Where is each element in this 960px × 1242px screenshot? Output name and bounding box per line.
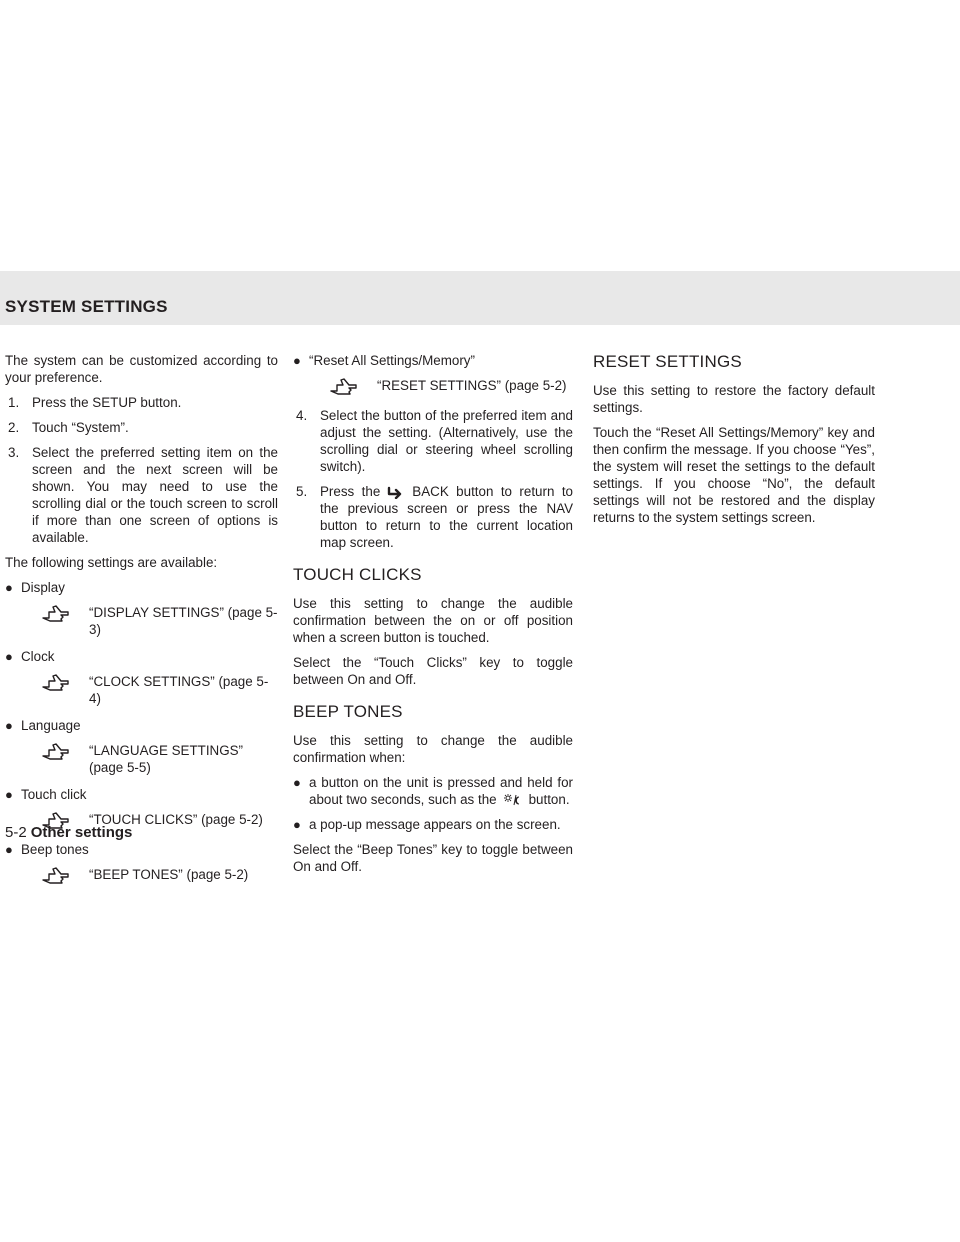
beep-tones-text: Use this setting to change the audible confirmation when:	[293, 733, 573, 765]
item-label: Clock	[21, 649, 55, 664]
list-item	[293, 816, 573, 833]
list-item	[5, 717, 278, 734]
reference-hand-icon	[41, 604, 71, 624]
step-text: Select the preferred setting item on the screen and the next screen will be shown. You may need to use the scrolling dial or the touch screen to scroll if more than one screen of options is available.	[32, 445, 278, 545]
available-text: The following settings are available:	[5, 555, 218, 570]
item-label: Language	[21, 718, 81, 733]
reset-settings-detail: Touch the “Reset All Settings/Memory” key and then confirm the message. If you choose “Yes”, the system will reset the settings to the default settings. If you choose “No”, the default settings will not be restored and the display returns to the system settings screen.	[593, 425, 875, 525]
step-number: 5.	[296, 484, 308, 499]
step-number: 4.	[296, 408, 308, 423]
bullet-text: a pop-up message appears on the screen.	[309, 817, 561, 832]
step-number: 3.	[8, 445, 20, 460]
bullet-text-before: a button on the unit is pressed and held for about two seconds, such as the	[309, 775, 573, 807]
column-1	[5, 352, 278, 896]
touch-clicks-text: Use this setting to change the audible confirmation between the on or off position when a screen button is touched.	[293, 596, 573, 645]
heading-touch-clicks: TOUCH CLICKS	[293, 565, 422, 584]
step-1	[5, 394, 278, 411]
reference-text: “LANGUAGE SETTINGS” (page 5-5)	[89, 743, 244, 775]
reference	[293, 377, 573, 397]
step-text: Press the SETUP button.	[32, 395, 182, 410]
reference-text: “TOUCH CLICKS” (page 5-2)	[89, 812, 263, 827]
item-label: Beep tones	[21, 842, 89, 857]
page-footer	[5, 824, 132, 841]
page-number: 5-2	[5, 824, 27, 841]
item-label: “Reset All Settings/Memory”	[309, 353, 475, 368]
list-item	[293, 352, 573, 369]
reference	[5, 742, 278, 776]
back-arrow-icon	[386, 485, 406, 499]
reference-hand-icon	[41, 673, 71, 693]
step-text: Touch “System”.	[32, 420, 129, 435]
bullet-icon: ●	[5, 580, 13, 595]
heading-beep-tones: BEEP TONES	[293, 702, 403, 721]
list-item	[5, 786, 278, 803]
bullet-icon: ●	[5, 649, 13, 664]
bullet-text-after: button.	[528, 792, 570, 807]
reference	[5, 604, 278, 638]
step-text-before: Press the	[320, 484, 381, 499]
list-item	[293, 774, 573, 808]
list-item	[5, 648, 278, 665]
reference-hand-icon	[329, 377, 359, 397]
heading-reset-settings: RESET SETTINGS	[593, 352, 742, 371]
bullet-icon: ●	[5, 787, 13, 802]
reference	[5, 673, 278, 707]
reference	[5, 866, 278, 886]
bullet-icon: ●	[293, 775, 301, 790]
step-5	[293, 483, 573, 551]
item-label: Touch click	[21, 787, 87, 802]
step-number: 2.	[8, 420, 20, 435]
bullet-icon: ●	[5, 718, 13, 733]
step-3	[5, 444, 278, 546]
bullet-icon: ●	[293, 353, 301, 368]
item-label: Display	[21, 580, 65, 595]
step-text: Select the button of the preferred item and adjust the setting. (Alternatively, use the scrolling dial or steering wheel scrolling switch).	[320, 408, 573, 474]
day-night-icon	[503, 793, 523, 807]
reference-hand-icon	[41, 742, 71, 762]
intro-text: The system can be customized according to your preference.	[5, 353, 278, 385]
list-item	[5, 841, 278, 858]
step-2	[5, 419, 278, 436]
list-item	[5, 579, 278, 596]
step-4	[293, 407, 573, 475]
step-text-after: BACK button to return to the previous screen or press the NAV button to return to the current location map screen.	[320, 484, 573, 550]
column-2	[293, 352, 573, 883]
reference-text: “BEEP TONES” (page 5-2)	[89, 867, 249, 882]
chapter-title: Other settings	[30, 824, 133, 841]
beep-tones-toggle-text: Select the “Beep Tones” key to toggle between On and Off.	[293, 842, 573, 874]
reference-hand-icon	[41, 866, 71, 886]
touch-clicks-toggle-text: Select the “Touch Clicks” key to toggle between On and Off.	[293, 655, 573, 687]
reference-text: “DISPLAY SETTINGS” (page 5-3)	[89, 605, 278, 637]
column-3	[593, 352, 875, 534]
reference-text: “RESET SETTINGS” (page 5-2)	[377, 378, 567, 393]
reset-settings-text: Use this setting to restore the factory default settings.	[593, 383, 875, 415]
section-title: SYSTEM SETTINGS	[5, 297, 168, 316]
reference-text: “CLOCK SETTINGS” (page 5-4)	[89, 674, 269, 706]
bullet-icon: ●	[293, 817, 301, 832]
step-number: 1.	[8, 395, 20, 410]
bullet-icon: ●	[5, 842, 13, 857]
